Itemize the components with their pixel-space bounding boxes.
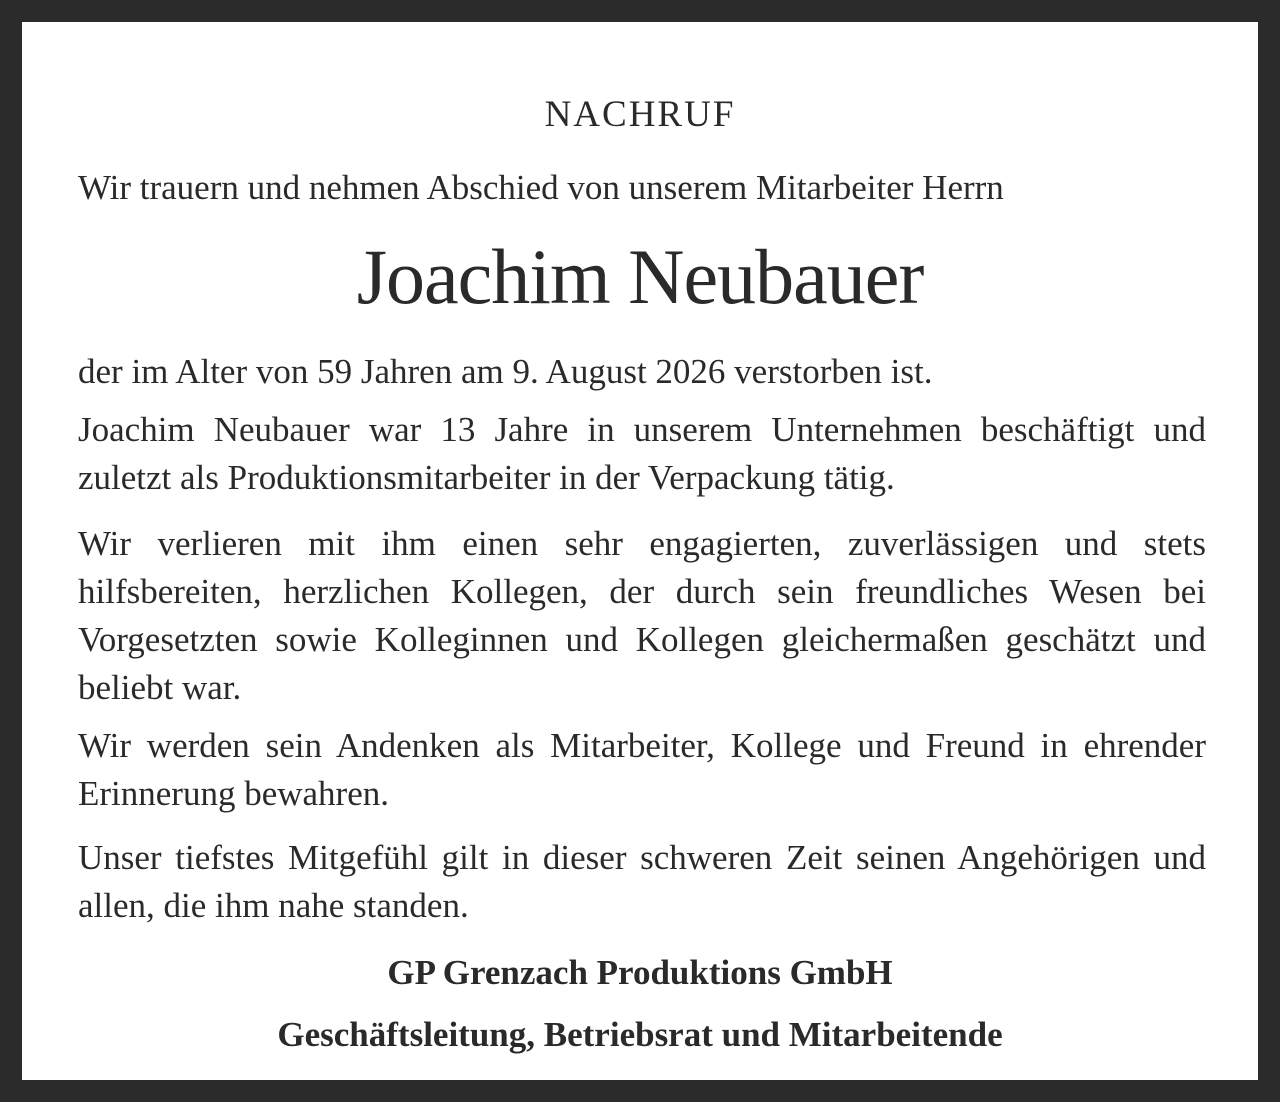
notice-heading: NACHRUF: [544, 94, 736, 135]
notice-paragraph-condolence: Unser tiefstes Mitgefühl gilt in dieser schweren Zeit seinen Angehörigen und allen, die ihm nahe standen.: [78, 838, 1206, 925]
notice-paragraph-remembrance: Wir werden sein Andenken als Mitarbeiter, Kollege und Freund in ehrender Erinnerung bewahren.: [78, 726, 1206, 813]
notice-intro: Wir trauern und nehmen Abschied von unserem Mitarbeiter Herrn: [78, 168, 1004, 207]
notice-paragraph-tribute: Wir verlieren mit ihm einen sehr engagierten, zuverlässigen und stets hilfsbereiten, herzlichen Kollegen, der durch sein freundliches Wesen bei Vorgesetzten sowie Kolleginnen und Kollegen gleichermaßen geschätzt und beliebt war.: [78, 524, 1206, 707]
signature-signatories: Geschäftsleitung, Betriebsrat und Mitarbeitende: [277, 1015, 1003, 1054]
notice-paragraph-age-date: der im Alter von 59 Jahren am 9. August 2026 verstorben ist.: [78, 352, 933, 391]
signature-company: GP Grenzach Produktions GmbH: [387, 953, 893, 992]
obituary-notice: [22, 22, 1258, 1080]
notice-paragraph-employment: Joachim Neubauer war 13 Jahre in unserem Unternehmen beschäftigt und zuletzt als Produktionsmitarbeiter in der Verpackung tätig.: [78, 410, 1206, 497]
deceased-name: Joachim Neubauer: [356, 233, 924, 320]
